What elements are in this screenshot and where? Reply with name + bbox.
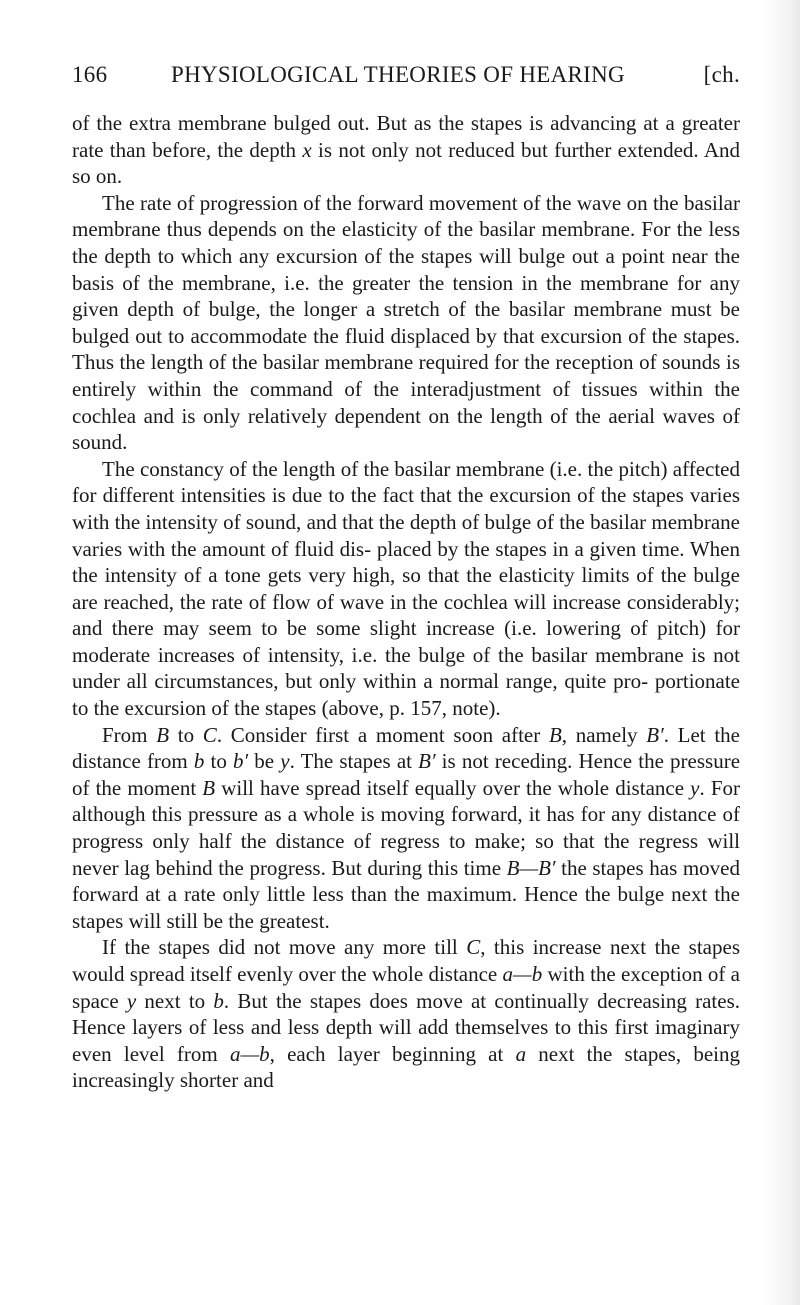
text-run: with the exception of a space [72, 962, 740, 1013]
italic-symbol: y [690, 775, 700, 800]
paragraph [72, 722, 740, 935]
text-run: is not only not reduced but further extended. And so on. [72, 137, 740, 189]
text-run: be [248, 749, 281, 774]
italic-symbol: C [466, 935, 481, 960]
paragraph [72, 190, 740, 456]
text-run: next to [136, 988, 214, 1013]
text-run: From [102, 722, 157, 747]
text-run: to [169, 722, 203, 747]
running-title: PHYSIOLOGICAL THEORIES OF HEARING [171, 62, 625, 87]
italic-symbol: B [548, 722, 562, 747]
text-run: , each layer beginning at [269, 1041, 516, 1066]
text-run: the stapes has moved forward at a rate only little less than the maximum. Hence the bulge next the stapes will still be the greatest. [72, 855, 740, 933]
text-run: The rate of progression of the forward movement of the wave on the basilar membrane thus depends on the elasticity of the basilar membrane. For the less the depth to which any excursion of the stapes will bulge out a point near the basis of the membrane, i.e. the greater the tension in the membrane for any given depth of bulge, the longer a stretch of the basilar membrane must be bulged out to accommodate the fluid displaced by that excursion of the stapes. Thus the length of the basilar membrane required for the reception of sounds is entirely within the command of the interadjustment of tissues within the cochlea and is only relatively dependent on the length of the aerial waves of sound. [72, 190, 740, 455]
italic-symbol: y [280, 749, 290, 774]
paragraph [72, 110, 740, 190]
body-text [72, 110, 740, 1094]
italic-symbol: b [193, 749, 205, 774]
italic-symbol: b′ [233, 749, 249, 774]
text-run: , namely [561, 722, 647, 747]
italic-symbol: b [213, 988, 224, 1013]
text-run: The constancy of the length of the basilar membrane (i.e. the pitch) affected for different intensities is due to the fact that the excursion of the stapes varies with the intensity of sound, and that the depth of bulge of the basilar membrane varies with the amount of fluid dis- placed by the stapes in a given time. When the intensity of a tone gets very high, so that the elasticity limits of the bulge are reached, the rate of flow of wave in the cochlea will increase considerably; and there may seem to be some slight increase (i.e. lowering of pitch) for moderate increases of intensity, i.e. the bulge of the basilar membrane is not under all circumstances, but only within a normal range, quite pro- portionate to the excursion of the stapes (above, p. 157, note). [72, 456, 740, 721]
text-run: . Consider first a moment soon after [216, 722, 549, 747]
italic-symbol: B [202, 775, 216, 800]
running-header [72, 62, 740, 92]
italic-symbol: B′ [418, 749, 436, 774]
italic-symbol: B′ [646, 722, 664, 747]
chapter-mark: [ch. [703, 62, 740, 87]
italic-symbol: B—B′ [506, 855, 556, 880]
italic-symbol: B [156, 722, 170, 747]
text-run: of the extra membrane bulged out. But as the stapes is advancing at a greater rate than before, the depth [72, 111, 740, 162]
italic-symbol: y [126, 988, 137, 1013]
italic-symbol: x [302, 137, 312, 162]
text-run: next the stapes, being increasingly shorter and [72, 1041, 740, 1093]
page-number: 166 [72, 62, 108, 87]
text-run: , this increase next the stapes would spread itself evenly over the whole distance [72, 935, 741, 986]
text-run: is not receding. Hence the pressure of the moment [72, 749, 741, 800]
text-run: will have spread itself equally over the whole distance [215, 775, 691, 800]
paragraph [72, 934, 740, 1094]
paragraph [72, 456, 740, 722]
text-run: . But the stapes does move at continually decreasing rates. Hence layers of less and less depth will add themselves to this first imaginary even level from [72, 988, 740, 1066]
italic-symbol: a [515, 1041, 527, 1066]
text-run: to [204, 749, 234, 774]
italic-symbol: a—b [229, 1041, 270, 1066]
text-run: . The stapes at [289, 749, 419, 774]
text-run: . Let the distance from [72, 722, 740, 774]
italic-symbol: a—b [502, 962, 543, 986]
text-run: If the stapes did not move any more till [102, 935, 467, 960]
text-run: . For although this pressure as a whole is moving forward, it has for any distance of progress only half the distance of regress to make; so that the regress will never lag behind the progress. But during this time [72, 775, 740, 880]
italic-symbol: C [202, 722, 217, 747]
